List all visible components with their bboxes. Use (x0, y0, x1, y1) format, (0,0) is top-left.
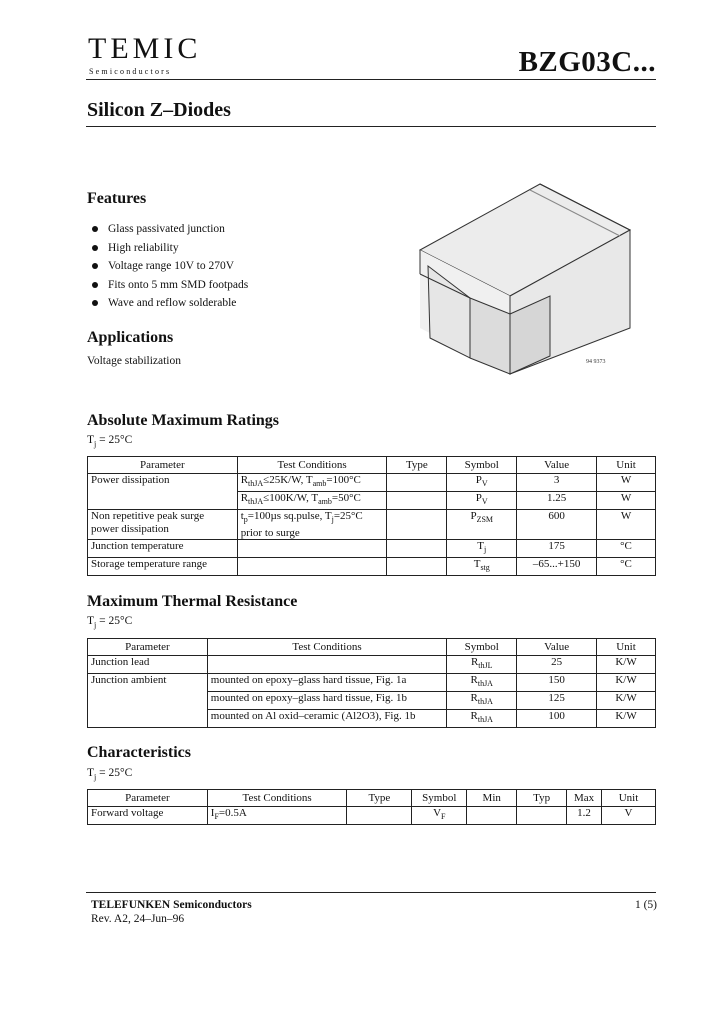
applications-heading: Applications (87, 329, 174, 346)
bullet-icon (92, 226, 98, 232)
abs-max-condition: $T_j = 25^\circ C$ (87, 434, 133, 449)
list-item: Voltage range 10V to 270V (90, 257, 248, 276)
thermal-heading: Maximum Thermal Resistance (87, 593, 298, 610)
table-header-row: Parameter Test Conditions Type Symbol Value Unit (88, 457, 656, 474)
company-logo-subtitle: Semiconductors (89, 67, 172, 76)
bullet-icon (92, 300, 98, 306)
list-item: Glass passivated junction (90, 220, 248, 239)
page-number: 1 (5) (634, 899, 657, 911)
table-row: mounted on Al oxid–ceramic (Al2O3), Fig. 1b $R_{thJA}$ 100 K/W (88, 710, 656, 728)
features-list (90, 220, 248, 313)
abs-max-heading: Absolute Maximum Ratings (87, 412, 280, 429)
company-logo: TEMIC (88, 32, 202, 65)
thermal-condition: $T_j = 25^\circ C$ (87, 615, 133, 630)
table-row: Forward voltage $I_F=0.5A$ $V_F$ 1.2 V (88, 807, 656, 825)
characteristics-condition: $T_j = 25^\circ C$ (87, 767, 133, 782)
list-item: Fits onto 5 mm SMD footpads (90, 276, 248, 295)
table-row: $R_{thJA}\le 100K/W$, $T_{amb}=50^\circ C$ $P_V$ 1.25 W (88, 492, 656, 510)
page-title: Silicon Z–Diodes (87, 99, 231, 121)
footer-company: TELEFUNKEN Semiconductors (91, 899, 252, 911)
table-row: Junction temperature $T_j$ 175 °C (88, 540, 656, 558)
title-rule (86, 126, 656, 127)
applications-text: Voltage stabilization (87, 355, 182, 367)
table-row: Junction lead $R_{thJL}$ 25 K/W (88, 656, 656, 674)
features-heading: Features (87, 190, 147, 207)
table-row: Non repetitive peak surge power dissipation $t_p=100\mu s$ sq.pulse, $T_j=25^\circ C$ prior to surge $P_{ZSM}$ 600 W (88, 510, 656, 540)
table-row: Power dissipation $R_{thJA}\le 25K/W$, $T_{amb}=100^\circ C$ $P_V$ 3 W (88, 474, 656, 492)
part-number: BZG03C... (518, 46, 656, 78)
list-item: High reliability (90, 239, 248, 258)
list-item: Wave and reflow solderable (90, 294, 248, 313)
thermal-table (87, 638, 656, 728)
table-header-row: Parameter Test Conditions Type Symbol Min Typ Max Unit (88, 790, 656, 807)
bullet-icon (92, 245, 98, 251)
header-rule (86, 79, 656, 80)
characteristics-heading: Characteristics (87, 744, 191, 761)
table-row: Junction ambient mounted on epoxy–glass hard tissue, Fig. 1a $R_{thJA}$ 150 K/W (88, 674, 656, 692)
bullet-icon (92, 263, 98, 269)
table-header-row: Parameter Test Conditions Symbol Value Unit (88, 639, 656, 656)
bullet-icon (92, 282, 98, 288)
footer-rule (86, 892, 656, 893)
abs-max-table (87, 456, 656, 576)
table-row: Storage temperature range $T_{stg}$ –65...+150 °C (88, 558, 656, 576)
footer-revision: Rev. A2, 24–Jun–96 (91, 913, 185, 925)
table-row: mounted on epoxy–glass hard tissue, Fig. 1b $R_{thJA}$ 125 K/W (88, 692, 656, 710)
characteristics-table (87, 789, 656, 825)
figure-code: 94 9373 (586, 359, 606, 365)
diode-package-figure (410, 178, 635, 378)
